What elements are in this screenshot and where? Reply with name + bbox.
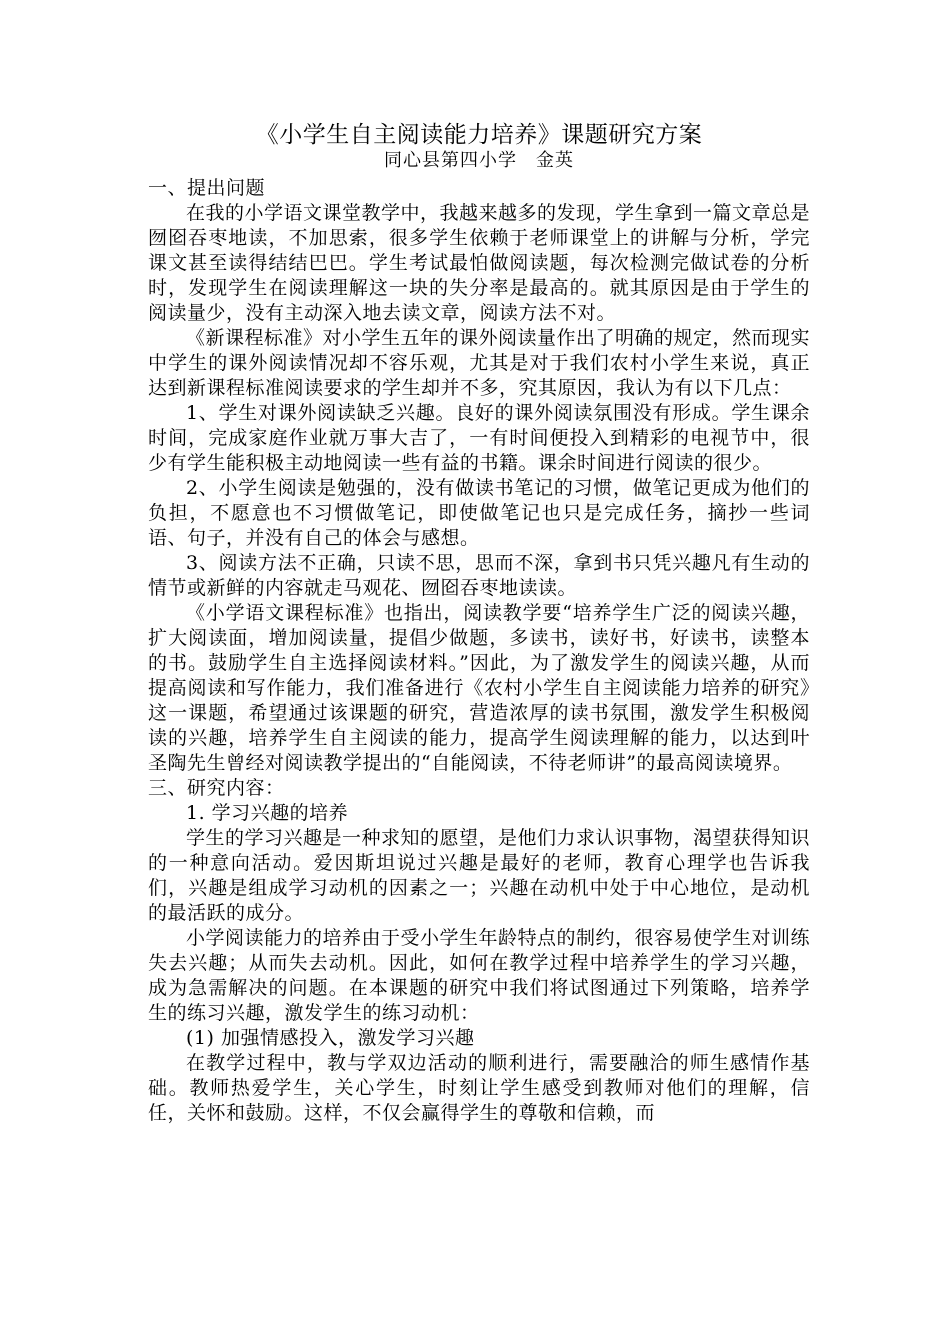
subheading-interest: 1. 学习兴趣的培养 [186,802,349,824]
paragraph: 2、小学生阅读是勉强的，没有做读书笔记的习惯，做笔记更成为他们的负担，不愿意也不习惯做笔记，即使做笔记也只是完成任务，摘抄一些词语、句子，并没有自己的体会与感想。 [148,477,810,549]
paragraph: 《小学语文课程标准》也指出，阅读教学要“培养学生广泛的阅读兴趣，扩大阅读面，增加阅读量，提倡少做题，多读书，读好书，好读书，读整本的书。鼓励学生自主选择阅读材料。”因此，为了激发学生的阅读兴趣，从而提高阅读和写作能力，我们准备进行《农村小学生自主阅读能力培养的研究》这一课题，希望通过该课题的研究，营造浓厚的读书氛围，激发学生积极阅读的兴趣，培养学生自主阅读的能力，提高学生阅读理解的能力，以达到叶圣陶先生曾经对阅读教学提出的“自能阅读，不待老师讲”的最高阅读境界。 [148,602,810,774]
paragraph: 3、阅读方法不正确，只读不思，思而不深，拿到书只凭兴趣凡有生动的情节或新鲜的内容就走马观花、囫囵吞枣地读读。 [148,552,810,599]
author-byline: 同心县第四小学 金英 [384,150,574,171]
document-page [148,120,810,1126]
paragraph: 小学阅读能力的培养由于受小学生年龄特点的制约，很容易使学生对训练失去兴趣；从而失去动机。因此，如何在教学过程中培养学生的学习兴趣，成为急需解决的问题。在本课题的研究中我们将试图通过下列策略，培养学生的练习兴趣，激发学生的练习动机： [148,927,811,1024]
paragraph: 在教学过程中，教与学双边活动的顺利进行，需要融洽的师生感情作基础。教师热爱学生，关心学生，时刻让学生感受到教师对他们的理解，信任，关怀和鼓励。这样，不仅会赢得学生的尊敬和信赖，而 [148,1052,810,1124]
paragraph: 《新课程标准》对小学生五年的课外阅读量作出了明确的规定，然而现实中学生的课外阅读情况却不容乐观，尤其是对于我们农村小学生来说，真正达到新课程标准阅读要求的学生却并不多，究其原因，我认为有以下几点： [148,327,811,399]
subheading-emotion: (1) 加强情感投入，激发学习兴趣 [186,1027,475,1049]
section-heading-problem: 一、提出问题 [148,177,266,199]
paragraph: 在我的小学语文课堂教学中，我越来越多的发现，学生拿到一篇文章总是囫囵吞枣地读，不加思索，很多学生依赖于老师课堂上的讲解与分析，学完课文甚至读得结结巴巴。学生考试最怕做阅读题，每次检测完做试卷的分析时，发现学生在阅读理解这一块的失分率是最高的。就其原因是由于学生的阅读量少，没有主动深入地去读文章，阅读方法不对。 [148,202,811,324]
paragraph: 学生的学习兴趣是一种求知的愿望，是他们力求认识事物，渴望获得知识的一种意向活动。爱因斯坦说过兴趣是最好的老师，教育心理学也告诉我们，兴趣是组成学习动机的因素之一；兴趣在动机中处于中心地位，是动机的最活跃的成分。 [148,827,811,924]
paragraph: 1、学生对课外阅读缺乏兴趣。良好的课外阅读氛围没有形成。学生课余时间，完成家庭作业就万事大吉了，一有时间便投入到精彩的电视节中，很少有学生能积极主动地阅读一些有益的书籍。课余时间进行阅读的很少。 [148,402,810,474]
section-heading-content: 三、研究内容： [148,777,285,799]
document-title: 《小学生自主阅读能力培养》课题研究方案 [255,122,703,148]
